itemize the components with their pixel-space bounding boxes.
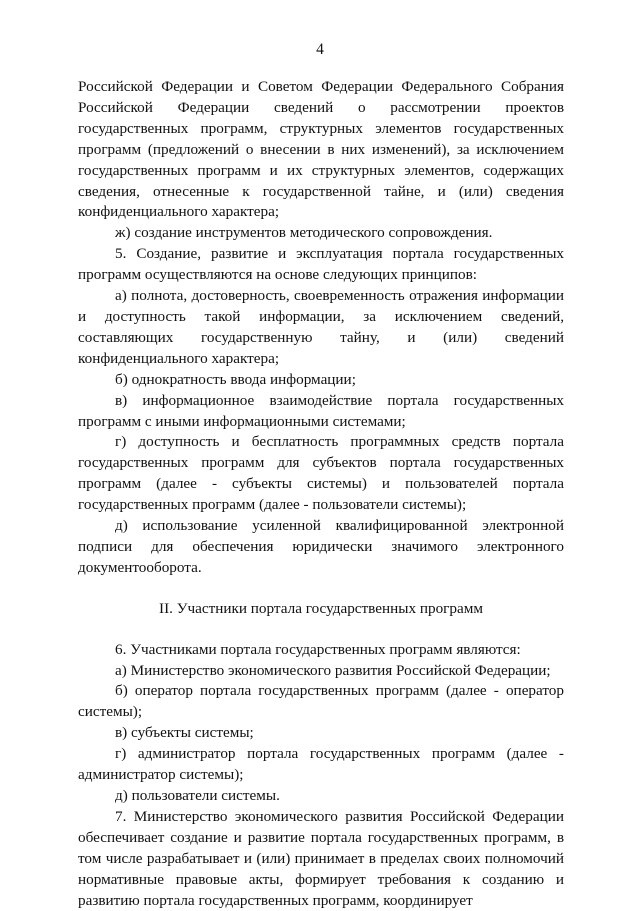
- paragraph-item-d: д) использование усиленной квалифицированной электронной подписи для обеспечения юридически значимого электронного документооборота.: [78, 517, 564, 576]
- paragraph-item-g: г) доступность и бесплатность программных средств портала государственных программ для субъектов портала государственных программ (далее - субъекты системы) и пользователей портала государственных программ (далее - пользователи системы);: [78, 433, 564, 514]
- paragraph-continuation: Российской Федерации и Советом Федерации Федерального Собрания Российской Федерации сведений о рассмотрении проектов государственных программ, структурных элементов государственных программ (предложений о внесении в них изменений), за исключением государственных программ и их структурных элементов, содержащих сведения, отнесенные к государственной тайне, и (или) сведения конфиденциального характера;: [78, 78, 564, 221]
- paragraph-participant-v: в) субъекты системы;: [115, 724, 254, 742]
- paragraph-participant-b: б) оператор портала государственных программ (далее - оператор системы);: [78, 682, 564, 721]
- paragraph-participant-g: г) администратор портала государственных программ (далее - администратор системы);: [78, 745, 564, 784]
- section-heading: II. Участники портала государственных программ: [159, 599, 483, 617]
- paragraph-participant-d: д) пользователи системы.: [115, 787, 280, 804]
- document-body: [78, 77, 564, 911]
- paragraph-participant-a: а) Министерство экономического развития Российской Федерации;: [115, 661, 551, 679]
- paragraph-clause-7: 7. Министерство экономического развития Российской Федерации обеспечивает создание и развитие портала государственных программ, в том числе разрабатывает и (или) принимает в пределах своих полномочий нормативные правовые акты, формирует требования к созданию и развитию портала государственных программ, координирует: [78, 807, 564, 909]
- paragraph-item-a: а) полнота, достоверность, своевременность отражения информации и доступность такой информации, за исключением сведений, составляющих государственную тайну, и (или) сведений конфиденциального характера;: [78, 287, 564, 367]
- paragraph-clause-5: 5. Создание, развитие и эксплуатация портала государственных программ осуществляются на основе следующих принципов:: [78, 245, 564, 284]
- paragraph-item-v: в) информационное взаимодействие портала государственных программ с иными информационными системами;: [78, 391, 564, 430]
- paragraph-item-zh: ж) создание инструментов методического сопровождения.: [115, 224, 493, 242]
- paragraph-item-b: б) однократность ввода информации;: [115, 370, 356, 388]
- page-number: 4: [316, 41, 324, 58]
- paragraph-clause-6: 6. Участниками портала государственных программ являются:: [115, 640, 521, 658]
